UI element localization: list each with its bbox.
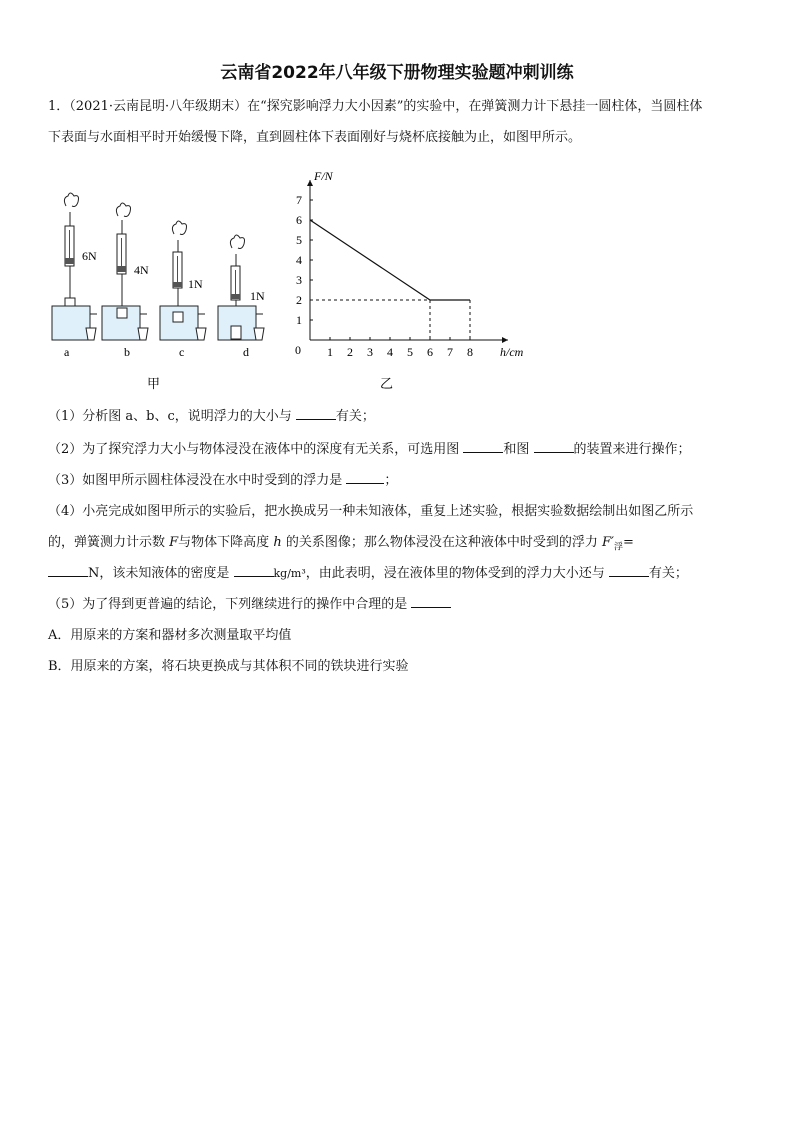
answer-blank-4c[interactable] [609, 562, 649, 577]
part-4-text-d: N，该未知液体的密度是 [88, 566, 234, 581]
answer-blank-3[interactable] [346, 469, 384, 484]
question-stem-text: 在“探究影响浮力大小因素”的实验中，在弹簧测力计下悬挂一圆柱体，当圆柱体 [247, 99, 703, 114]
figure-area [44, 150, 564, 400]
x-tick-label: 1 [327, 345, 333, 359]
part-1 [48, 402, 748, 432]
series-line [310, 220, 470, 300]
part-1-text: （1）分析图 a、b、c，说明浮力的大小与 [48, 409, 296, 424]
x-tick-label: 4 [387, 345, 393, 359]
reading-d: 1N [250, 289, 265, 303]
y-tick-label: 6 [296, 213, 302, 227]
x-tick-label: 6 [427, 345, 433, 359]
part-3-tail: ； [384, 473, 398, 488]
setup-a [52, 193, 97, 359]
y-tick-label: 1 [296, 313, 302, 327]
hand-icon [230, 235, 244, 249]
x-tick-label: 5 [407, 345, 413, 359]
label-d: d [243, 345, 249, 359]
y-axis-label: F/N [314, 169, 333, 183]
caption-jia: 甲 [147, 376, 161, 391]
question-source: （2021·云南昆明·八年级期末） [69, 99, 248, 114]
part-5 [48, 590, 748, 620]
part-2-text: （2）为了探究浮力大小与物体浸没在液体中的深度有无关系，可选用图 [48, 442, 464, 457]
x-tick-label: 3 [367, 345, 373, 359]
density-unit: kg/m³ [273, 567, 306, 580]
part-4-text-e: ，由此表明，浸在液体里的物体受到的浮力大小还与 [305, 566, 609, 581]
question-number: 1． [48, 99, 70, 114]
part-4-line1: （4）小亮完成如图甲所示的实验后，把水换成另一种未知液体，重复上述实验，根据实验数据绘制出如图乙所示 [48, 504, 694, 519]
part-4-text-a: 的，弹簧测力计示数 [48, 535, 170, 550]
page-title: 云南省2022年八年级下册物理实验题冲刺训练 [220, 63, 574, 83]
setup-c [160, 221, 206, 359]
part-5-text: （5）为了得到更普遍的结论，下列继续进行的操作中合理的是 [48, 597, 412, 612]
answer-blank-4a[interactable] [48, 562, 88, 577]
answer-blank-1[interactable] [296, 405, 336, 420]
part-3 [48, 466, 748, 496]
label-c: c [179, 345, 185, 359]
setup-b [102, 203, 149, 359]
part-1-tail: 有关； [335, 409, 375, 424]
label-b: b [124, 345, 130, 359]
label-a: a [64, 345, 70, 359]
question-stem-line1 [48, 92, 748, 122]
y-tick-label: 4 [296, 253, 302, 267]
origin-label: 0 [295, 343, 301, 357]
x-axis-label: h/cm [500, 345, 524, 359]
part-4-text-c: 的关系图像；那么物体浸没在这种液体中时受到的浮力 [281, 535, 602, 550]
part-4-line3 [48, 559, 748, 589]
y-axis-arrow [307, 180, 313, 186]
hand-icon [172, 221, 186, 235]
answer-blank-2a[interactable] [463, 438, 503, 453]
reading-c: 1N [188, 277, 203, 291]
part-4-text-b: 与物体下降高度 [178, 535, 274, 550]
beaker-icon [160, 306, 198, 340]
beaker-icon [52, 306, 90, 340]
option-b[interactable]: B．用原来的方案，将石块更换成与其体积不同的铁块进行实验 [48, 659, 409, 674]
hand-icon [64, 193, 78, 207]
part-4-tail: 有关； [648, 566, 688, 581]
equals-sign: = [622, 535, 634, 550]
reading-b: 4N [134, 263, 149, 277]
part-4-line2 [48, 528, 748, 563]
part-2 [48, 435, 748, 465]
y-tick-label: 7 [296, 193, 302, 207]
y-tick-label: 5 [296, 233, 302, 247]
symbol-subscript: 浮 [613, 542, 623, 553]
part-2-tail: 的装置来进行操作； [573, 442, 691, 457]
question-stem-line2: 下表面与水面相平时开始缓慢下降，直到圆柱体下表面刚好与烧杯底接触为止，如图甲所示。 [48, 130, 582, 145]
graph-yi [295, 169, 524, 391]
answer-blank-2b[interactable] [534, 438, 574, 453]
symbol-F-prime: F′ [601, 535, 614, 550]
hand-icon [116, 203, 130, 217]
answer-blank-5[interactable] [411, 593, 451, 608]
caption-yi: 乙 [380, 376, 394, 391]
y-tick-label: 2 [296, 293, 302, 307]
x-tick-label: 2 [347, 345, 353, 359]
answer-blank-4b[interactable] [234, 562, 274, 577]
symbol-h: h [273, 535, 282, 550]
x-axis-arrow [502, 337, 508, 343]
option-a[interactable]: A．用原来的方案和器材多次测量取平均值 [48, 628, 292, 643]
x-tick-label: 7 [447, 345, 453, 359]
figure-svg [44, 150, 564, 400]
symbol-F: F [169, 535, 179, 550]
part-2-mid: 和图 [503, 442, 534, 457]
part-3-text: （3）如图甲所示圆柱体浸没在水中时受到的浮力是 [48, 473, 347, 488]
reading-a: 6N [82, 249, 97, 263]
y-tick-label: 3 [296, 273, 302, 287]
x-tick-label: 8 [467, 345, 473, 359]
setup-d [218, 235, 265, 359]
